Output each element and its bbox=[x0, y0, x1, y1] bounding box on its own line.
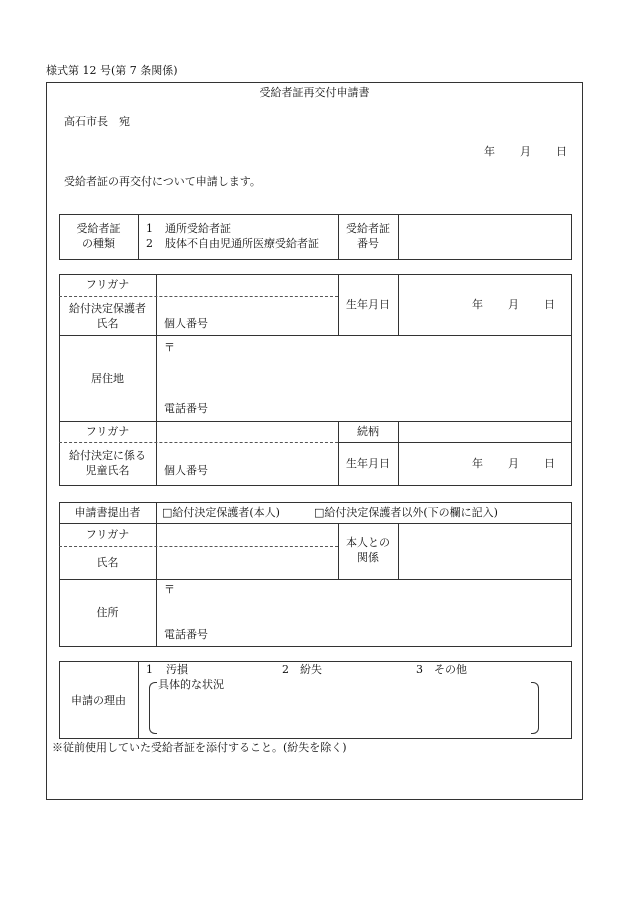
guardian-phone-label: 電話番号 bbox=[164, 402, 208, 415]
child-birth-month: 月 bbox=[508, 457, 519, 470]
reason-option-3-num: 3 bbox=[416, 663, 423, 676]
guardian-birth-year: 年 bbox=[472, 298, 483, 311]
date-year: 年 bbox=[484, 145, 495, 158]
guardian-address-field[interactable] bbox=[157, 336, 571, 420]
submitter-name-label: 氏名 bbox=[96, 556, 119, 569]
cert-type-label-1: 受給者証 bbox=[76, 222, 121, 235]
child-furigana-field[interactable] bbox=[157, 422, 337, 441]
detail-bracket-right bbox=[531, 682, 539, 734]
reason-detail-label: 具体的な状況 bbox=[158, 678, 224, 691]
form-title: 受給者証再交付申請書 bbox=[259, 86, 370, 99]
guardian-address-label: 居住地 bbox=[91, 372, 124, 385]
addressee: 高石市長 宛 bbox=[64, 115, 130, 128]
guardian-name-label-1: 給付決定保護者 bbox=[69, 302, 146, 315]
child-name-label-2: 児童氏名 bbox=[85, 464, 130, 477]
child-relation-label: 続柄 bbox=[357, 425, 379, 438]
submitter-furigana-field[interactable] bbox=[157, 524, 337, 545]
guardian-postal-mark: 〒 bbox=[164, 341, 175, 354]
guardian-personal-number-label: 個人番号 bbox=[164, 317, 208, 330]
child-relation-field[interactable] bbox=[399, 422, 571, 441]
cert-option-2-text: 肢体不自由児通所医療受給者証 bbox=[165, 237, 319, 250]
cert-number-label-1: 受給者証 bbox=[346, 222, 390, 235]
intro-text: 受給者証の再交付について申請します。 bbox=[64, 175, 261, 188]
reason-option-2-text[interactable]: 紛失 bbox=[300, 663, 322, 676]
reason-option-3-text[interactable]: その他 bbox=[434, 663, 467, 676]
submitter-furigana-label: フリガナ bbox=[85, 528, 130, 541]
cert-number-field[interactable] bbox=[399, 215, 571, 259]
submitter-relation-field[interactable] bbox=[399, 524, 571, 578]
guardian-name-field[interactable] bbox=[157, 297, 337, 334]
submitter-option-self[interactable]: □給付決定保護者(本人) bbox=[162, 506, 280, 519]
guardian-furigana-field[interactable] bbox=[157, 275, 337, 295]
cert-option-1-text: 通所受給者証 bbox=[165, 222, 231, 235]
form-number: 様式第 12 号(第 7 条関係) bbox=[46, 64, 178, 77]
cert-number-label-2: 番号 bbox=[357, 237, 379, 250]
submitter-option-other[interactable]: □給付決定保護者以外(下の欄に記入) bbox=[314, 506, 498, 519]
child-birth-day: 日 bbox=[544, 457, 555, 470]
cert-option-1-num: 1 bbox=[146, 222, 153, 235]
child-furigana-label: フリガナ bbox=[85, 425, 130, 438]
attachment-note: ※従前使用していた受給者証を添付すること。(紛失を除く) bbox=[52, 741, 347, 754]
date-month: 月 bbox=[520, 145, 531, 158]
guardian-birth-month: 月 bbox=[508, 298, 519, 311]
submitter-address-label: 住所 bbox=[96, 606, 119, 619]
guardian-birth-day: 日 bbox=[544, 298, 555, 311]
child-name-field[interactable] bbox=[157, 443, 337, 485]
detail-bracket-left bbox=[149, 682, 157, 734]
reason-label: 申請の理由 bbox=[71, 694, 126, 707]
child-birth-label: 生年月日 bbox=[346, 457, 390, 470]
guardian-name-label-2: 氏名 bbox=[96, 317, 119, 330]
child-personal-number-label: 個人番号 bbox=[164, 464, 208, 477]
cert-option-2-num: 2 bbox=[146, 237, 153, 250]
date-day: 日 bbox=[556, 145, 567, 158]
reason-option-1-num: 1 bbox=[146, 663, 153, 676]
submitter-relation-label-1: 本人との bbox=[346, 536, 390, 549]
reason-option-2-num: 2 bbox=[282, 663, 289, 676]
guardian-birth-label: 生年月日 bbox=[346, 298, 390, 311]
child-birth-year: 年 bbox=[472, 457, 483, 470]
submitter-name-field[interactable] bbox=[157, 547, 337, 578]
reason-option-1-text[interactable]: 汚損 bbox=[166, 663, 188, 676]
child-name-label-1: 給付決定に係る bbox=[69, 449, 146, 462]
submitter-phone-label: 電話番号 bbox=[164, 628, 208, 641]
submitter-relation-label-2: 関係 bbox=[357, 551, 379, 564]
submitter-label: 申請書提出者 bbox=[74, 506, 141, 519]
submitter-postal-mark: 〒 bbox=[164, 583, 175, 596]
reason-detail-field[interactable] bbox=[158, 694, 530, 730]
guardian-furigana-label: フリガナ bbox=[85, 278, 130, 291]
cert-type-label-2: の種類 bbox=[82, 237, 115, 250]
submitter-address-field[interactable] bbox=[157, 580, 571, 646]
